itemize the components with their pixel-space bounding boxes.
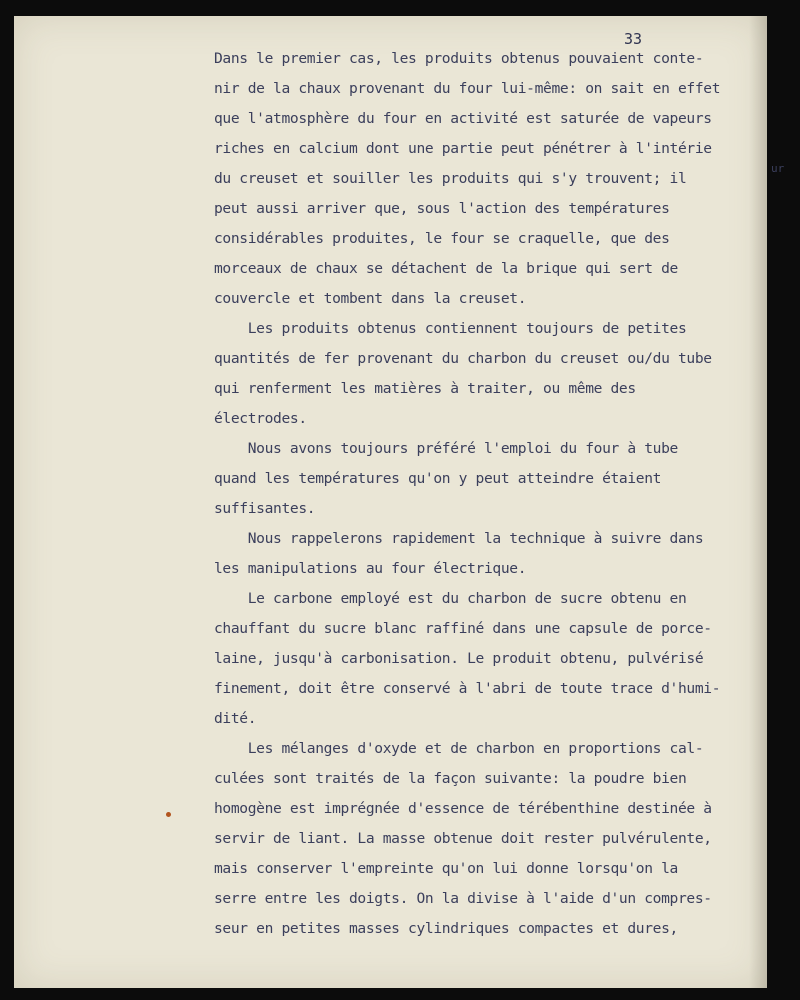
page-number: 33	[624, 30, 643, 48]
text-line: laine, jusqu'à carbonisation. Le produit obtenu, pulvérisé	[214, 650, 704, 667]
text-line: Les produits obtenus contiennent toujours de petites	[214, 320, 687, 337]
text-line: Les mélanges d'oxyde et de charbon en proportions cal-	[214, 740, 704, 757]
text-line: que l'atmosphère du four en activité est saturée de vapeurs	[214, 110, 712, 127]
text-line: servir de liant. La masse obtenue doit rester pulvérulente,	[214, 830, 712, 847]
text-line: homogène est imprégnée d'essence de térébenthine destinée à	[214, 800, 712, 817]
text-line: électrodes.	[214, 410, 307, 427]
text-line: finement, doit être conservé à l'abri de toute trace d'humi-	[214, 680, 721, 697]
typewritten-text-body	[214, 44, 766, 944]
text-line: quantités de fer provenant du charbon du creuset ou/du tube	[214, 350, 712, 367]
text-line: chauffant du sucre blanc raffiné dans une capsule de porce-	[214, 620, 712, 637]
text-line: considérables produites, le four se craquelle, que des	[214, 230, 670, 247]
text-line: nir de la chaux provenant du four lui-même: on sait en effet	[214, 80, 721, 97]
text-line: couvercle et tombent dans la creuset.	[214, 290, 527, 307]
text-line: mais conserver l'empreinte qu'on lui donne lorsqu'on la	[214, 860, 678, 877]
margin-note: ur	[771, 162, 785, 175]
text-line: Dans le premier cas, les produits obtenus pouvaient conte-	[214, 50, 704, 67]
text-line: les manipulations au four électrique.	[214, 560, 527, 577]
text-line: qui renferment les matières à traiter, ou même des	[214, 380, 636, 397]
text-line: du creuset et souiller les produits qui s'y trouvent; il	[214, 170, 687, 187]
text-line: Le carbone employé est du charbon de sucre obtenu en	[214, 590, 687, 607]
text-line: dité.	[214, 710, 257, 727]
text-line: serre entre les doigts. On la divise à l'aide d'un compres-	[214, 890, 712, 907]
text-line: Nous avons toujours préféré l'emploi du four à tube	[214, 440, 678, 457]
text-line: Nous rappelerons rapidement la technique à suivre dans	[214, 530, 704, 547]
text-line: peut aussi arriver que, sous l'action des températures	[214, 200, 670, 217]
ink-spot	[166, 812, 171, 817]
text-line: suffisantes.	[214, 500, 316, 517]
text-line: riches en calcium dont une partie peut pénétrer à l'intérie	[214, 140, 712, 157]
text-line: culées sont traités de la façon suivante: la poudre bien	[214, 770, 687, 787]
text-line: morceaux de chaux se détachent de la brique qui sert de	[214, 260, 678, 277]
text-line: seur en petites masses cylindriques compactes et dures,	[214, 920, 678, 937]
text-line: quand les températures qu'on y peut atteindre étaient	[214, 470, 662, 487]
